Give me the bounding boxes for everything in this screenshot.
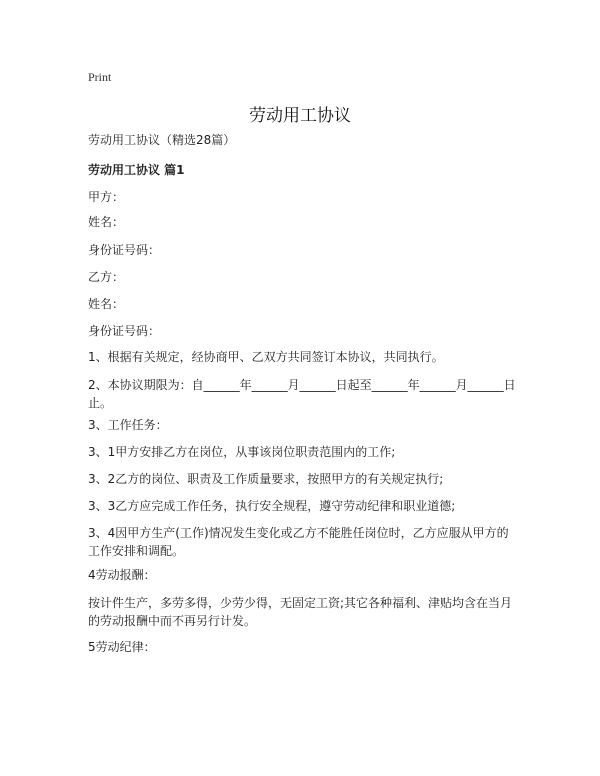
party-a-name-label: 姓名： — [88, 215, 125, 229]
document-subtitle: 劳动用工协议（精选28篇） — [88, 133, 236, 147]
clause-3-3: 3、3乙方应完成工作任务，执行安全规程，遵守劳动纪律和职业道德; — [88, 499, 456, 513]
party-b-name-label: 姓名： — [88, 297, 125, 311]
document-title: 劳动用工协议 — [249, 106, 351, 126]
party-b-id-label: 身份证号码： — [88, 324, 161, 338]
clause-5-heading: 5劳动纪律： — [88, 640, 156, 654]
clause-1: 1、根据有关规定，经协商甲、乙双方共同签订本协议，共同执行。 — [88, 350, 444, 364]
clause-3-heading: 3、工作任务： — [88, 418, 168, 432]
party-a-id-label: 身份证号码： — [88, 243, 161, 257]
clause-3-4: 3、4因甲方生产(工作)情况发生变化或乙方不能胜任岗位时，乙方应服从甲方的工作安排和调配。 — [88, 526, 509, 558]
party-a-label: 甲方： — [88, 190, 125, 204]
print-link[interactable]: Print — [88, 70, 112, 84]
party-b-label: 乙方： — [88, 270, 125, 284]
clause-4-body: 按计件生产，多劳多得，少劳少得，无固定工资;其它各种福利、津贴均含在当月的劳动报酬中而不再另行计发。 — [88, 596, 513, 628]
clause-4-heading: 4劳动报酬： — [88, 568, 156, 582]
clause-3-1: 3、1甲方安排乙方在岗位，从事该岗位职责范围内的工作; — [88, 445, 396, 459]
clause-3-2: 3、2乙方的岗位、职责及工作质量要求，按照甲方的有关规定执行; — [88, 472, 444, 486]
section-heading: 劳动用工协议 篇1 — [88, 163, 185, 177]
clause-2: 2、本协议期限为：自______年______月______日起至______年______月______日止。 — [88, 378, 516, 410]
